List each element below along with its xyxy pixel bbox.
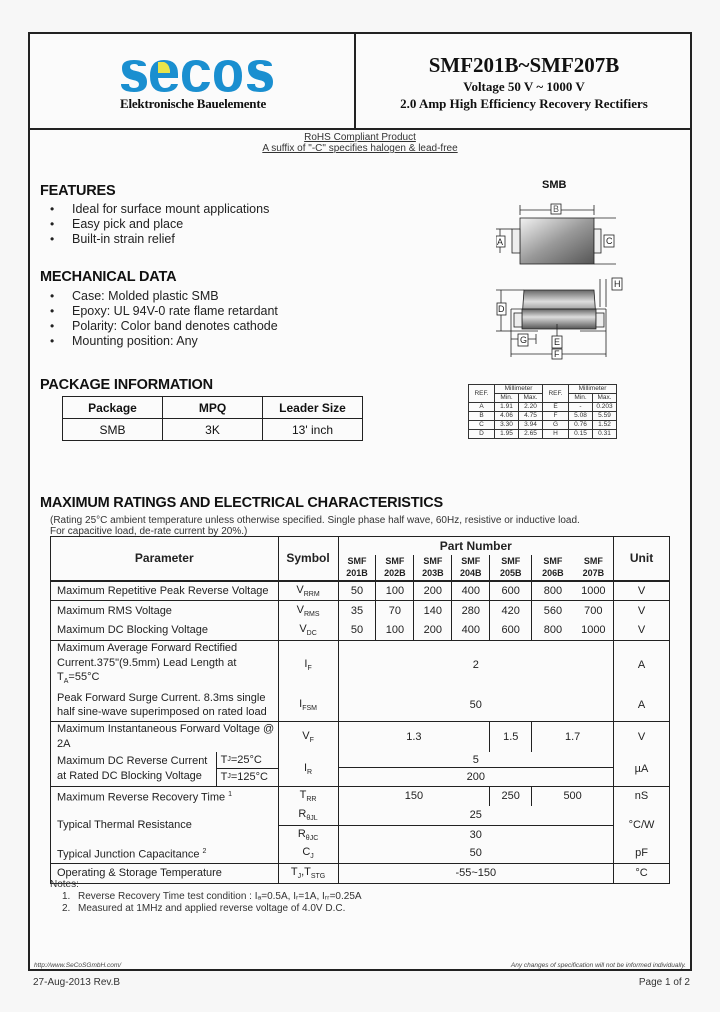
col-unit: Unit <box>614 537 670 581</box>
value-cell: 800 <box>532 621 574 641</box>
unit-cell: °C <box>614 863 670 883</box>
mechanical-heading: MECHANICAL DATA <box>40 269 177 285</box>
note-item: 2. Measured at 1MHz and applied reverse voltage of 4.0V D.C. <box>62 903 346 914</box>
param-cell: Maximum DC Reverse Current at Rated DC Blocking Voltage T J =25°C T J =125°C <box>51 752 279 787</box>
value-cell: 800 <box>532 581 574 601</box>
unit-cell: pF <box>614 844 670 863</box>
symbol-cell: $R_{\theta JL}$ <box>278 806 338 825</box>
dim-cell: 0.76 <box>569 421 593 430</box>
product-description: 2.0 Amp High Efficiency Recovery Rectifiers <box>400 96 648 111</box>
value-cell: 200 <box>338 768 614 786</box>
svg-text:F: F <box>554 349 560 359</box>
value-cell: 30 <box>469 828 482 841</box>
param-cell: Operating & Storage Temperature <box>51 863 279 883</box>
part-col: SMF 202B <box>376 555 414 581</box>
pkg-header-leader: Leader Size <box>263 397 363 419</box>
footer-url-link[interactable]: http://www.SeCoSGmbH.com/ <box>34 962 122 969</box>
value-cell: 200 <box>414 581 452 601</box>
ir-condition-25c: T J =25°C <box>217 752 278 770</box>
dim-cell: 2.65 <box>519 430 543 439</box>
value-cell: 200 <box>414 621 452 641</box>
dim-row <box>469 403 617 412</box>
part-col: SMF 207B <box>574 555 614 581</box>
dim-cell: D <box>469 430 495 439</box>
svg-text:D: D <box>498 304 505 314</box>
mechanical-item: • Case: Molded plastic SMB <box>40 289 278 304</box>
symbol-cell: $C_J$ <box>278 844 338 863</box>
ir-condition-125c: T J =125°C <box>220 771 268 784</box>
value-cell: 100 <box>376 621 414 641</box>
title-cell <box>358 34 690 128</box>
notes-title: Notes: <box>50 879 79 890</box>
dim-cell: 1.52 <box>593 421 617 430</box>
value-cell: 600 <box>490 581 532 601</box>
value-cell: 500 <box>563 790 582 803</box>
symbol-cell: $I_F$ <box>278 641 338 690</box>
param-cell: Maximum RMS Voltage <box>51 601 279 621</box>
unit-cell: V <box>614 722 670 752</box>
dim-cell: C <box>469 421 495 430</box>
symbol-cell: $I_{FSM}$ <box>278 690 338 722</box>
value-cell: 1000 <box>574 581 614 601</box>
feature-item: • Easy pick and place <box>40 217 269 232</box>
pkg-cell-mpq: 3K <box>163 419 263 441</box>
dim-header-min: Min. <box>495 394 519 403</box>
secos-logo-icon <box>118 58 278 94</box>
value-cell: 5 <box>338 752 614 768</box>
dim-cell: 0.203 <box>593 403 617 412</box>
page-number: Page 1 of 2 <box>638 977 690 988</box>
svg-text:G: G <box>520 335 528 345</box>
dim-header-max: Max. <box>519 394 543 403</box>
unit-cell: V <box>614 601 670 621</box>
mechanical-item: • Epoxy: UL 94V-0 rate flame retardant <box>40 304 278 319</box>
row-cj <box>51 844 670 863</box>
condition-line-1: (Rating 25°C ambient temperature unless otherwise specified. Single phase half wave, 60Hz, resistive or inductive load. <box>50 515 580 526</box>
smb-package-drawing-icon <box>496 199 666 369</box>
param-cell: Maximum Repetitive Peak Reverse Voltage <box>51 581 279 601</box>
dim-cell: 3.30 <box>495 421 519 430</box>
value-cell: 70 <box>376 601 414 621</box>
value-cell: 250 <box>490 786 532 806</box>
svg-text:A: A <box>497 237 504 247</box>
value-cell: 25 <box>338 806 614 825</box>
dimension-table <box>468 384 617 439</box>
param-cell: Typical Thermal Resistance <box>51 806 279 844</box>
value-cell: 140 <box>414 601 452 621</box>
param-cell: Maximum Instantaneous Forward Voltage @ 2A <box>51 722 279 752</box>
value-cell: 150 <box>338 786 490 806</box>
unit-cell: A <box>614 690 670 722</box>
dim-cell: 1.95 <box>495 430 519 439</box>
notes <box>50 879 362 915</box>
unit-cell: nS <box>614 786 670 806</box>
rohs-line-1: RoHS Compliant Product <box>304 132 416 143</box>
symbol-cell: $T_J,T_{STG}$ <box>278 863 338 883</box>
value-cell: 50 <box>338 844 614 863</box>
value-cell: 1.5 <box>490 722 532 752</box>
value-cell: 50 <box>338 621 376 641</box>
dim-cell: 4.06 <box>495 412 519 421</box>
features-heading: FEATURES <box>40 183 116 199</box>
footer-disclaimer: Any changes of specification will not be informed individually. <box>510 962 686 969</box>
feature-item: • Ideal for surface mount applications <box>40 202 269 217</box>
part-range-title: SMF201B~SMF207B <box>428 53 620 77</box>
row-ifsm <box>51 690 670 722</box>
value-cell: 280 <box>452 601 490 621</box>
value-cell: 400 <box>452 621 490 641</box>
value-cell: 700 <box>584 604 603 617</box>
dim-header-ref: REF. <box>543 385 569 403</box>
dim-row <box>469 430 617 439</box>
row-if <box>51 641 670 690</box>
header <box>30 34 690 130</box>
dim-header-min: Min. <box>569 394 593 403</box>
value-cell: 100 <box>376 581 414 601</box>
rohs-notice <box>30 132 690 154</box>
mechanical-item: • Polarity: Color band denotes cathode <box>40 319 278 334</box>
dim-cell: F <box>543 412 569 421</box>
mechanical-list <box>40 289 278 349</box>
symbol-cell: $T_{RR}$ <box>278 786 338 806</box>
dim-row <box>469 412 617 421</box>
pkg-header-mpq: MPQ <box>163 397 263 419</box>
param-cell: Maximum Average Forward Rectified Current.375"(9.5mm) Lead Length at $T_A=55^\circ C$ <box>51 641 279 690</box>
package-info-table <box>62 396 363 441</box>
dim-cell: 2.20 <box>519 403 543 412</box>
ratings-heading: MAXIMUM RATINGS AND ELECTRICAL CHARACTERISTICS <box>40 495 443 511</box>
unit-cell: A <box>614 641 670 690</box>
param-cell: Typical Junction Capacitance $^2$ <box>51 844 279 863</box>
package-drawing-label: SMB <box>542 179 567 191</box>
svg-text:C: C <box>606 236 613 246</box>
rating-conditions <box>50 515 580 537</box>
dim-row <box>469 421 617 430</box>
row-rth-jl <box>51 806 670 825</box>
logo-cell <box>30 34 356 128</box>
pkg-cell-package: SMB <box>63 419 163 441</box>
row-vrms <box>51 601 670 621</box>
feature-item: • Built-in strain relief <box>40 232 269 247</box>
dim-cell: 0.31 <box>593 430 617 439</box>
symbol-cell: $I_R$ <box>278 752 338 787</box>
row-ir-25 <box>51 752 670 768</box>
part-col: SMF 201B <box>338 555 376 581</box>
unit-cell: µA <box>614 752 670 787</box>
col-symbol: Symbol <box>278 537 338 581</box>
row-vf <box>51 722 670 752</box>
pkg-header-package: Package <box>63 397 163 419</box>
package-info-heading: PACKAGE INFORMATION <box>40 377 213 393</box>
dim-cell: G <box>543 421 569 430</box>
value-cell: 1.3 <box>338 722 490 752</box>
symbol-cell: $V_{RRM}$ <box>278 581 338 601</box>
part-col: SMF 204B <box>452 555 490 581</box>
part-col: SMF 203B <box>414 555 452 581</box>
param-cell: Peak Forward Surge Current. 8.3ms single half sine-wave superimposed on rated load <box>51 690 279 722</box>
revision-date: 27-Aug-2013 Rev.B <box>33 977 121 988</box>
dim-header-max: Max. <box>593 394 617 403</box>
dim-header-unit: Millimeter <box>569 385 617 394</box>
symbol-cell: $R_{\theta JC}$ <box>278 825 338 844</box>
value-cell: 600 <box>490 621 532 641</box>
mechanical-item: • Mounting position: Any <box>40 334 278 349</box>
datasheet-page <box>28 32 692 971</box>
logo-subtitle: Elektronische Bauelemente <box>119 96 267 111</box>
dim-header-unit: Millimeter <box>495 385 543 394</box>
dim-cell: 0.15 <box>569 430 593 439</box>
col-part-number: Part Number <box>338 537 614 555</box>
value-cell: 560 <box>543 604 563 617</box>
dim-cell: - <box>569 403 593 412</box>
part-col: SMF 206B <box>532 555 574 581</box>
dim-cell: A <box>469 403 495 412</box>
note-item: 1. Reverse Recovery Time test condition : Iₐ=0.5A, Iᵣ=1A, Iᵣᵣ=0.25A <box>62 891 362 902</box>
svg-text:E: E <box>554 337 561 347</box>
dim-cell: 4.75 <box>519 412 543 421</box>
dim-cell: 1.91 <box>495 403 519 412</box>
rohs-line-2: A suffix of "-C" specifies halogen & lead-free <box>262 143 458 154</box>
pkg-cell-leader: 13' inch <box>263 419 363 441</box>
voltage-range: Voltage 50 V ~ 1000 V <box>463 79 585 94</box>
value-cell: -55~150 <box>338 863 614 883</box>
part-col: SMF 205B <box>490 555 532 581</box>
row-vrrm <box>51 581 670 601</box>
value-cell: 400 <box>452 581 490 601</box>
value-cell: 50 <box>338 690 614 722</box>
col-parameter: Parameter <box>51 537 279 581</box>
dim-cell: 5.59 <box>593 412 617 421</box>
svg-text:H: H <box>614 279 621 289</box>
features-list <box>40 202 269 247</box>
dim-header-ref: REF. <box>469 385 495 403</box>
dim-cell: E <box>543 403 569 412</box>
svg-text:B: B <box>553 204 560 214</box>
row-vdc <box>51 621 670 641</box>
unit-cell: °C/W <box>614 806 670 844</box>
row-trr <box>51 786 670 806</box>
symbol-cell: $V_F$ <box>278 722 338 752</box>
symbol-cell: $V_{RMS}$ <box>278 601 338 621</box>
value-cell: 1.7 <box>564 730 581 743</box>
dim-cell: B <box>469 412 495 421</box>
unit-cell: V <box>614 581 670 601</box>
electrical-characteristics-table <box>50 536 670 884</box>
param-cell: Maximum DC Blocking Voltage <box>51 621 279 641</box>
dim-cell: H <box>543 430 569 439</box>
symbol-cell: $V_{DC}$ <box>278 621 338 641</box>
dim-cell: 5.08 <box>569 412 593 421</box>
value-cell: 50 <box>338 581 376 601</box>
param-cell: Maximum Reverse Recovery Time $^1$ <box>51 786 279 806</box>
unit-cell: V <box>614 621 670 641</box>
dim-cell: 3.94 <box>519 421 543 430</box>
value-cell: 35 <box>338 601 376 621</box>
value-cell: 1000 <box>574 621 614 641</box>
value-cell: 420 <box>490 601 532 621</box>
value-cell: 2 <box>472 659 479 672</box>
condition-line-2: For capacitive load, de-rate current by 20%.) <box>50 526 248 537</box>
